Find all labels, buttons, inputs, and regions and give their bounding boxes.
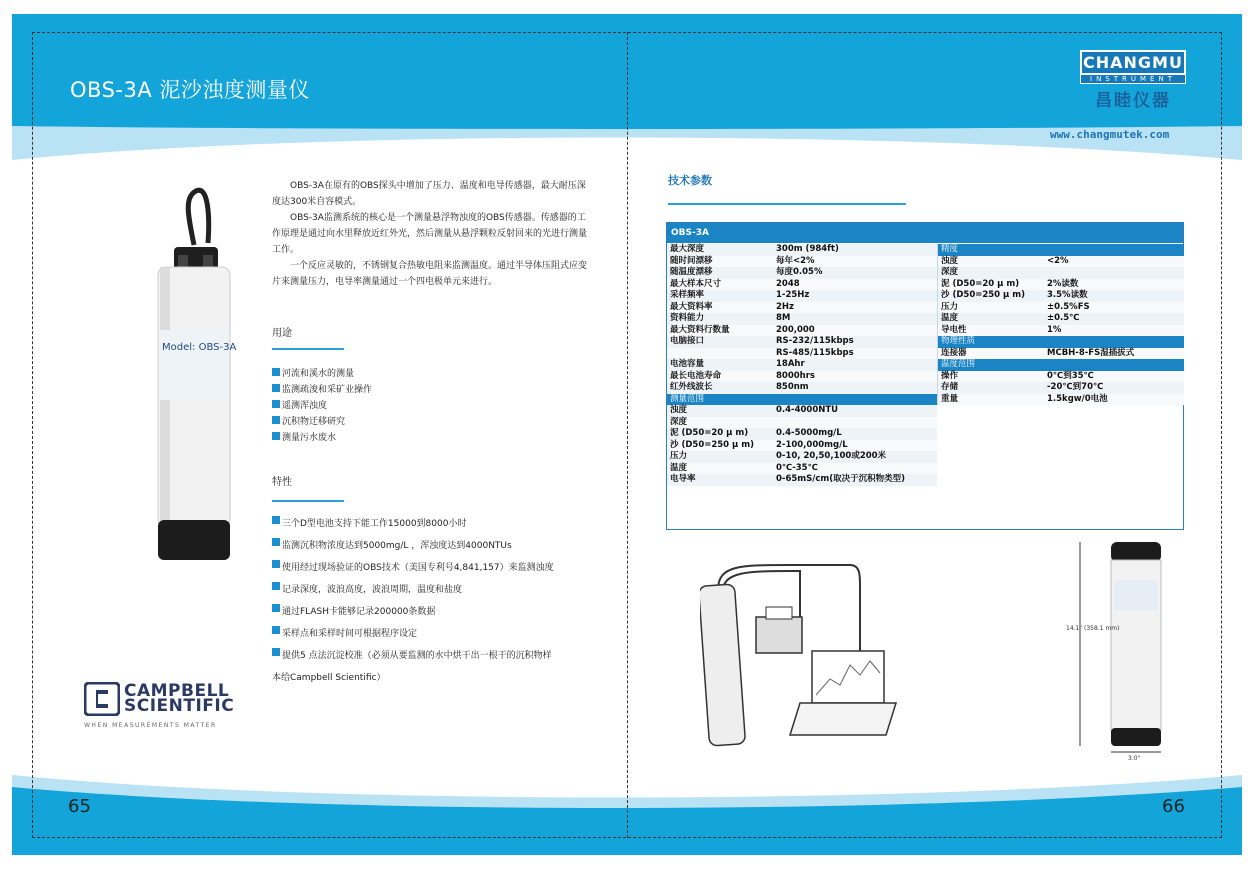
page-number-left: 65: [68, 796, 91, 817]
spec-section-heading: 物理性质: [938, 336, 1184, 348]
list-item-continuation: 本给Campbell Scientific）: [272, 673, 386, 683]
list-item: 遥测浑浊度: [272, 396, 372, 412]
obs-sensor-image: [148, 185, 246, 570]
list-item: 提供5 点法沉淀校准（必须从要监测的水中烘干出一根干的沉积物样: [272, 648, 602, 670]
spec-table: [666, 222, 1184, 530]
spec-row: 资料能力 8M: [667, 313, 937, 325]
intro-text: OBS-3A在原有的OBS探头中增加了压力、温度和电导传感器，最大耐压深度达300米自容模式。 OBS-3A监测系统的核心是一个测量悬浮物浊度的OBS传感器。传感器的工作原理是通过向水里释放近红外光，然后测量从悬浮颗粒反射回来的光进行测量工作。 一个反应灵敏的，不锈钢复合热敏电阻来监测温度。通过半导体压阻式应变片来测量压力，电导率测量通过一个四电极单元来进行。: [272, 181, 588, 287]
website-url: www.changmutek.com: [1050, 128, 1170, 141]
uses-heading: 用途: [272, 328, 292, 339]
features-heading: 特性: [272, 477, 292, 488]
spec-row: 泥 (D50=20 μ m) 0.4-5000mg/L: [667, 428, 937, 440]
spec-left-column: [667, 244, 937, 486]
spec-row: 随温度漂移 每度0.05%: [667, 267, 937, 279]
dimension-drawing: [1066, 540, 1172, 762]
list-item: 通过FLASH卡能够记录200000条数据: [272, 604, 602, 626]
list-item: 测量污水废水: [272, 428, 372, 444]
spec-row: 随时间漂移 每年<2%: [667, 256, 937, 268]
spec-row: 沙 (D50=250 μ m) 2-100,000mg/L: [667, 440, 937, 452]
list-item: 三个D型电池支持下能工作15000到8000小时: [272, 516, 602, 538]
spec-row: 深度: [938, 267, 1184, 279]
spec-row: 浊度 <2%: [938, 256, 1184, 268]
page-divider: [627, 32, 628, 838]
spec-model: OBS-3A: [667, 223, 1183, 243]
spec-section-heading: 测量范围: [667, 394, 937, 406]
spec-row: 电池容量 18Ahr: [667, 359, 937, 371]
spec-row: 温度 ±0.5℃: [938, 313, 1184, 325]
spec-row: 电导率 0-65mS/cm(取决于沉积物类型): [667, 474, 937, 486]
list-item: 使用经过现场验证的OBS技术（美国专利号4,841,157）来监测浊度: [272, 560, 602, 582]
spec-row: 重量 1.5kgw/0电池: [938, 394, 1184, 406]
tech-heading: 技术参数: [668, 174, 712, 187]
spec-row: 最大深度 300m (984ft): [667, 244, 937, 256]
spec-row: 导电性 1%: [938, 325, 1184, 337]
spec-row: 压力 0-10, 20,50,100或200米: [667, 451, 937, 463]
list-item: 河流和溪水的测量: [272, 364, 372, 380]
spec-right-column: [937, 244, 1184, 405]
uses-list: [272, 364, 372, 444]
spec-row: 最长电池寿命 8000hrs: [667, 371, 937, 383]
spec-row: 红外线波长 850nm: [667, 382, 937, 394]
campbell-logo: CAMPBELL SCIENTIFIC WHEN MEASUREMENTS MATTER: [84, 681, 235, 729]
features-list: [272, 516, 602, 692]
spec-row: 沙 (D50=250 μ m) 3.5%读数: [938, 290, 1184, 302]
spec-row: 泥 (D50=20 μ m) 2%读数: [938, 279, 1184, 291]
list-item: 沉积物迁移研究: [272, 412, 372, 428]
system-diagram-image: [700, 555, 900, 755]
spec-row: 最大资料行数量 200,000: [667, 325, 937, 337]
spec-row: 连接器 MCBH-8-FS湿插拔式: [938, 348, 1184, 360]
spec-row: 操作 0℃到35℃: [938, 371, 1184, 383]
campbell-icon: [84, 682, 120, 716]
spec-row: 最大样本尺寸 2048: [667, 279, 937, 291]
spec-row: 电脑接口 RS-232/115kbps: [667, 336, 937, 348]
features-underline: [272, 500, 344, 502]
spec-row: 温度 0℃-35℃: [667, 463, 937, 475]
spec-row: RS-485/115kbps: [667, 348, 937, 360]
spec-row: 深度: [667, 417, 937, 429]
spec-section-heading: 精度: [938, 244, 1184, 256]
tech-underline: [668, 203, 906, 205]
spec-row: 压力 ±0.5%FS: [938, 302, 1184, 314]
dimension-height-label: 14.1" (358.1 mm): [1066, 625, 1120, 632]
spec-row: 最大资料率 2Hz: [667, 302, 937, 314]
uses-underline: [272, 348, 344, 350]
page-title: OBS-3A 泥沙浊度测量仪: [70, 78, 310, 102]
changmu-logo: CHANGMU INSTRUMENT 昌睦仪器: [1080, 50, 1186, 110]
list-item: 监测疏浚和采矿业操作: [272, 380, 372, 396]
list-item: 采样点和采样时间可根据程序设定: [272, 626, 602, 648]
spec-section-heading: 温度范围: [938, 359, 1184, 371]
dimension-width-label: 3.0": [1128, 755, 1141, 762]
spec-row: 存储 -20℃到70℃: [938, 382, 1184, 394]
page-number-right: 66: [1162, 796, 1185, 817]
list-item: 监测沉积物浓度达到5000mg/L ，浑浊度达到4000NTUs: [272, 538, 602, 560]
list-item: 记录深度，波浪高度，波浪周期，温度和盐度: [272, 582, 602, 604]
spec-row: 采样频率 1-25Hz: [667, 290, 937, 302]
spec-row: 浊度 0.4-4000NTU: [667, 405, 937, 417]
svg-text:Model: OBS-3A: Model: OBS-3A: [162, 342, 237, 353]
